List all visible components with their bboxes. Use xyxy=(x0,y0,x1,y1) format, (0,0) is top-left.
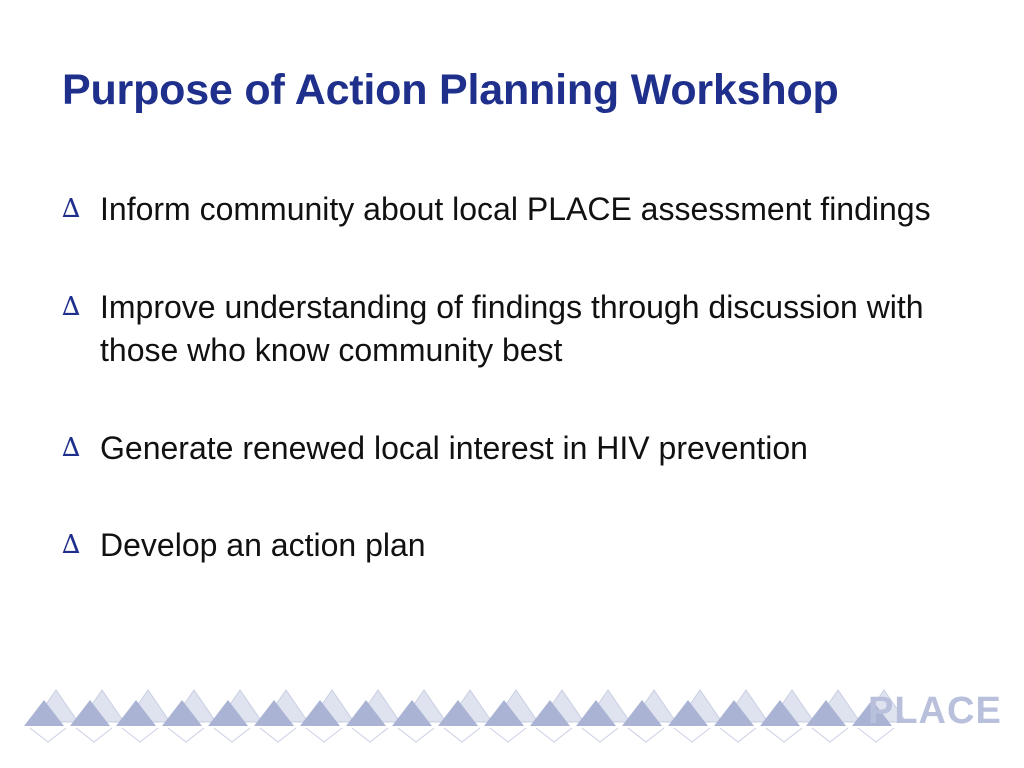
bullet-text: Improve understanding of findings through discussion with those who know community best xyxy=(100,289,924,368)
mountain-reflection xyxy=(444,728,480,742)
mountain-reflection xyxy=(30,728,66,742)
bullet-item xyxy=(62,427,962,470)
bullet-text: Generate renewed local interest in HIV prevention xyxy=(100,430,808,466)
mountain-reflection xyxy=(720,728,756,742)
bullet-item xyxy=(62,524,962,567)
mountain-reflection xyxy=(628,728,664,742)
mountain-reflection xyxy=(214,728,250,742)
slide-title: Purpose of Action Planning Workshop xyxy=(62,66,839,114)
bullet-item xyxy=(62,188,962,231)
mountain-reflection xyxy=(260,728,296,742)
bullet-text: Inform community about local PLACE assessment findings xyxy=(100,191,931,227)
mountain-reflection xyxy=(766,728,802,742)
mountain-reflection xyxy=(674,728,710,742)
mountain-reflection xyxy=(582,728,618,742)
delta-bullet-icon: ∆ xyxy=(62,530,81,560)
mountain-reflection xyxy=(168,728,204,742)
bullet-text: Develop an action plan xyxy=(100,527,426,563)
delta-bullet-icon: ∆ xyxy=(62,194,81,224)
place-logo: PLACE xyxy=(868,690,1002,732)
mountain-reflection xyxy=(490,728,526,742)
mountain-reflection xyxy=(352,728,388,742)
mountain-reflection xyxy=(812,728,848,742)
mountain-reflection xyxy=(536,728,572,742)
mountain-reflection xyxy=(122,728,158,742)
delta-bullet-icon: ∆ xyxy=(62,292,81,322)
bullet-list xyxy=(62,188,962,621)
mountain-reflection xyxy=(306,728,342,742)
bullet-item xyxy=(62,286,962,372)
mountain-reflection xyxy=(76,728,112,742)
mountain-pattern-decoration xyxy=(18,682,1008,744)
mountain-reflection xyxy=(398,728,434,742)
delta-bullet-icon: ∆ xyxy=(62,433,81,463)
